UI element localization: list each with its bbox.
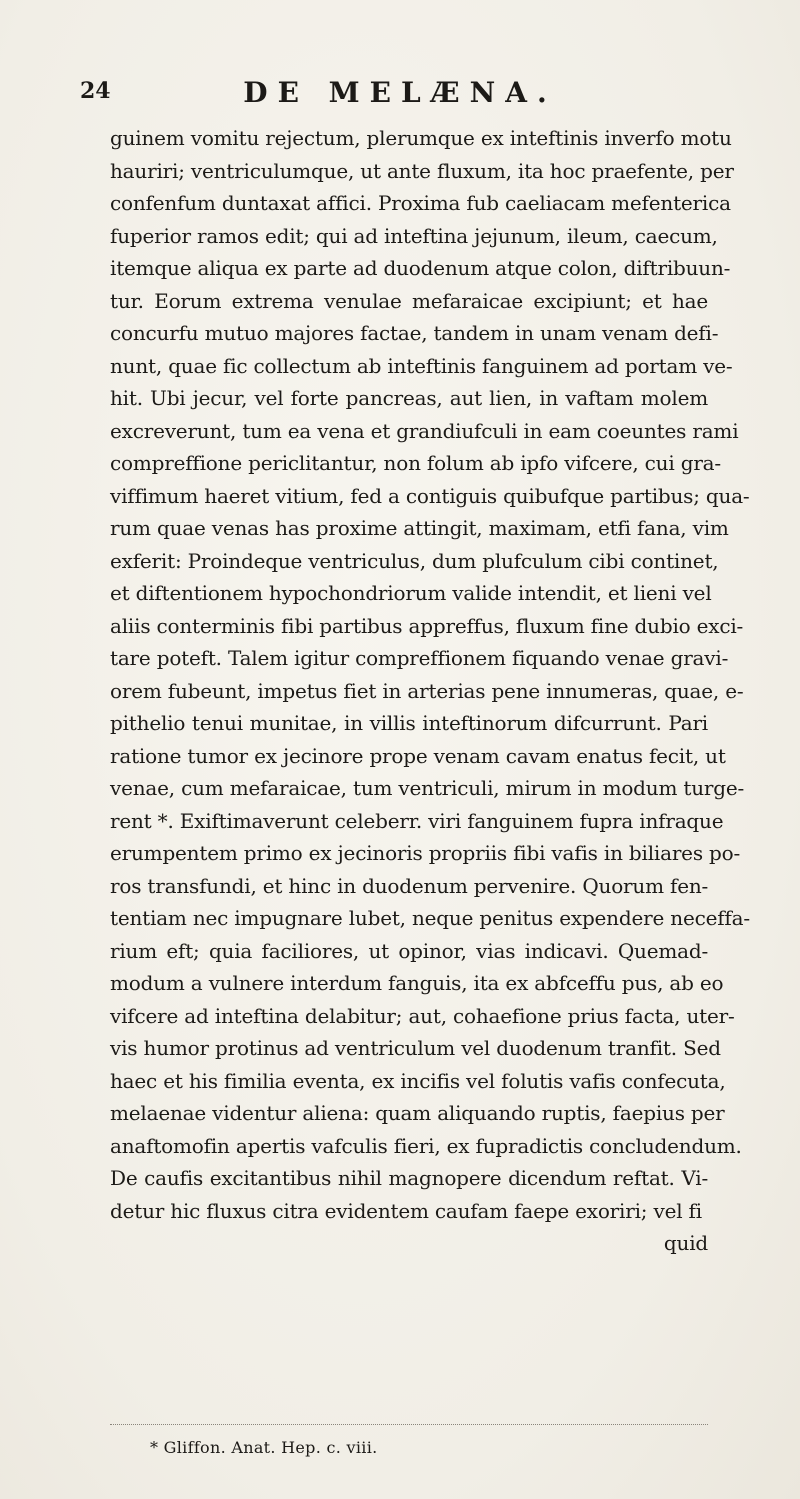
text-line: confenfum duntaxat affici. Proxima fub caeliacam mefenterica — [110, 191, 731, 215]
text-line: vifcere ad inteftina delabitur; aut, cohaefione prius facta, uter- — [110, 1003, 735, 1028]
text-line: nunt, quae fic collectum ab inteftinis fanguinem ad portam ve- — [110, 353, 733, 378]
catchword: quid — [663, 1231, 708, 1255]
text-line: vis humor protinus ad ventriculum vel duodenum tranfit. Sed — [110, 1036, 721, 1060]
text-line: modum a vulnere interdum fanguis, ita ex abfceffu pus, ab eo — [110, 971, 724, 995]
text-line: excreverunt, tum ea vena et grandiufculi in eam coeuntes rami — [110, 418, 739, 443]
text-line: tentiam nec impugnare lubet, neque penitus expendere neceffa- — [110, 906, 750, 930]
text-line: hauriri; ventriculumque, ut ante fluxum, ita hoc praefente, per — [110, 158, 734, 183]
text-line: compreffione periclitantur, non folum ab ipfo vifcere, cui gra- — [110, 451, 721, 475]
text-line: hit. Ubi jecur, vel forte pancreas, aut lien, in vaftam molem — [110, 386, 708, 410]
text-line: detur hic fluxus citra evidentem caufam faepe exoriri; vel fi — [110, 1198, 702, 1223]
text-line: orem fubeunt, impetus fiet in arterias pene innumeras, quae, e- — [110, 678, 744, 703]
text-line: exferit: Proindeque ventriculus, dum plufculum cibi continet, — [110, 548, 719, 573]
text-line: rent *. Exiftimaverunt celeberr. viri fanguinem fupra infraque — [110, 808, 724, 833]
text-line: et diftentionem hypochondriorum valide intendit, et lieni vel — [110, 581, 712, 605]
text-line: haec et his fimilia eventa, ex incifis vel folutis vafis confecuta, — [110, 1068, 726, 1093]
text-line: viffimum haeret vitium, fed a contiguis quibufque partibus; qua- — [110, 483, 750, 508]
text-line: ros transfundi, et hinc in duodenum pervenire. Quorum fen- — [110, 873, 709, 898]
text-line: De caufis excitantibus nihil magnopere dicendum reftat. Vi- — [110, 1166, 708, 1190]
text-line: pithelio tenui munitae, in villis inteftinorum difcurrunt. Pari — [110, 711, 708, 735]
text-line: aliis conterminis fibi partibus appreffus, fluxum fine dubio exci- — [110, 613, 744, 638]
page-number: 24 — [80, 78, 111, 104]
page-header — [80, 78, 720, 112]
text-line: tare poteft. Talem igitur compreffionem fiquando venae gravi- — [110, 646, 729, 670]
text-line: itemque aliqua ex parte ad duodenum atque colon, diftribuun- — [110, 256, 731, 280]
footnote: * Gliffon. Anat. Hep. c. viii. — [150, 1438, 378, 1457]
text-line: melaenae videntur aliena: quam aliquando ruptis, faepius per — [110, 1101, 725, 1125]
text-line: anaftomofin apertis vafculis fieri, ex fupradictis concludendum. — [110, 1133, 742, 1158]
text-line: erumpentem primo ex jecinoris propriis fibi vafis in biliares po- — [110, 841, 741, 865]
running-title: DE MELÆNA. — [243, 76, 557, 109]
text-line: concurfu mutuo majores factae, tandem in unam venam defi- — [110, 321, 719, 345]
text-line: ratione tumor ex jecinore prope venam cavam enatus fecit, ut — [110, 743, 726, 768]
body-text — [110, 122, 750, 1260]
footnote-divider — [110, 1424, 708, 1425]
text-line: tur. Eorum extrema venulae mefaraicae excipiunt; et hae — [110, 288, 708, 313]
text-line: venae, cum mefaraicae, tum ventriculi, mirum in modum turge- — [110, 776, 745, 800]
text-line: fuperior ramos edit; qui ad inteftina jejunum, ileum, caecum, — [110, 223, 718, 248]
text-line: rum quae venas has proxime attingit, maximam, etfi fana, vim — [110, 516, 729, 540]
text-line: rium eft; quia faciliores, ut opinor, vias indicavi. Quemad- — [110, 938, 708, 963]
text-line: guinem vomitu rejectum, plerumque ex inteftinis inverfo motu — [110, 126, 732, 150]
